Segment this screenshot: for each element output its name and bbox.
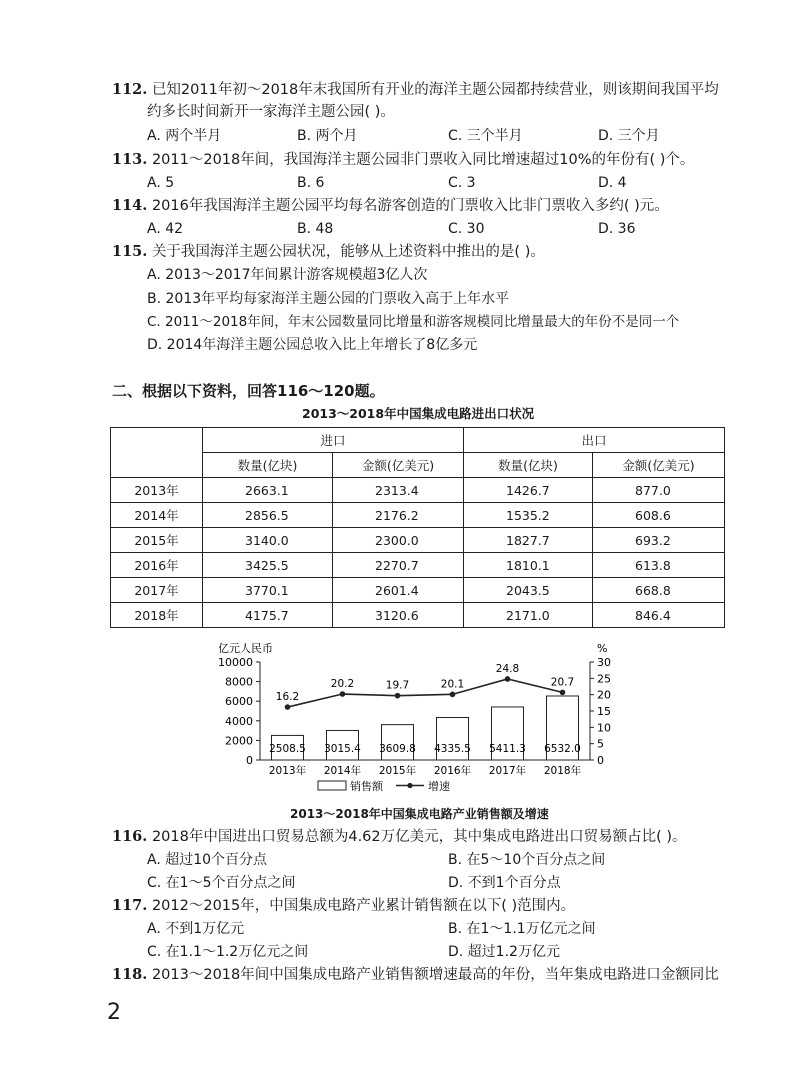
option-b[interactable]: B. 两个月 <box>297 128 358 144</box>
table-cell: 1810.1 <box>464 553 593 578</box>
column-header: 数量(亿块) <box>464 453 593 478</box>
x-tick-label: 2018年 <box>543 765 582 777</box>
growth-line <box>288 679 563 707</box>
growth-label: 24.8 <box>495 662 520 675</box>
legend-bar-swatch <box>318 781 346 790</box>
question-118 <box>112 965 719 985</box>
option-d[interactable]: D. 超过1.2万亿元 <box>448 944 560 960</box>
table-group-header-row <box>111 428 725 453</box>
y-tick-left-label: 0 <box>246 754 253 767</box>
row-year: 2014年 <box>111 503 203 528</box>
sales-bar-label: 3015.4 <box>324 743 361 755</box>
column-header: 金额(亿美元) <box>593 453 725 478</box>
y-tick-right-label: 5 <box>597 737 604 751</box>
question-114 <box>112 196 669 216</box>
import-header: 进口 <box>203 428 464 453</box>
question-text: 关于我国海洋主题公园状况，能够从上述资料中推出的是( )。 <box>151 244 545 260</box>
y-tick-left-label: 6000 <box>225 695 253 709</box>
y-tick-left-label: 8000 <box>225 675 253 689</box>
option-c[interactable]: C. 3 <box>448 175 476 191</box>
option-b[interactable]: B. 在1～1.1万亿元之间 <box>448 921 596 937</box>
table-cell: 1827.7 <box>464 528 593 553</box>
table-cell: 2300.0 <box>333 528 464 553</box>
option-a[interactable]: A. 2013～2017年间累计游客规模超3亿人次 <box>147 267 428 283</box>
option-d[interactable]: D. 36 <box>598 221 636 237</box>
option-a[interactable]: A. 不到1万亿元 <box>147 921 245 937</box>
table-caption: 2013～2018年中国集成电路进出口状况 <box>302 406 535 421</box>
row-year: 2017年 <box>111 578 203 603</box>
growth-label: 20.2 <box>330 678 355 691</box>
question-number: 114. <box>112 197 148 214</box>
x-tick-label: 2013年 <box>268 765 307 777</box>
option-c[interactable]: C. 30 <box>448 221 485 237</box>
table-cell: 3770.1 <box>203 578 333 603</box>
option-a[interactable]: A. 两个半月 <box>147 128 222 144</box>
question-text: 2013～2018年间中国集成电路产业销售额增速最高的年份，当年集成电路进口金额同比 <box>151 967 719 983</box>
option-d[interactable]: D. 不到1个百分点 <box>448 875 561 891</box>
growth-point <box>285 704 291 710</box>
table-cell: 2601.4 <box>333 578 464 603</box>
option-c[interactable]: C. 2011～2018年间，年末公园数量同比增量和游客规模同比增量最大的年份不是同一个 <box>147 314 680 330</box>
question-number: 116. <box>112 828 148 845</box>
sales-bar-label: 3609.8 <box>379 743 416 755</box>
y-axis-left-label: 亿元人民币 <box>218 642 273 655</box>
option-d[interactable]: D. 2014年海洋主题公园总收入比上年增长了8亿多元 <box>147 337 478 353</box>
table-cell: 877.0 <box>593 478 725 503</box>
table-row <box>111 553 725 578</box>
table-row <box>111 528 725 553</box>
table-cell: 846.4 <box>593 603 725 628</box>
table-cell: 2313.4 <box>333 478 464 503</box>
question-text-continued: 约多长时间新开一家海洋主题公园( )。 <box>147 104 395 120</box>
y-tick-right-label: 30 <box>597 656 611 669</box>
row-year: 2015年 <box>111 528 203 553</box>
table-cell: 3425.5 <box>203 553 333 578</box>
import-export-table <box>110 427 725 628</box>
option-b[interactable]: B. 6 <box>297 175 325 191</box>
question-number: 117. <box>112 897 148 914</box>
growth-label: 19.7 <box>385 679 410 692</box>
y-tick-right-label: 10 <box>597 721 611 735</box>
option-b[interactable]: B. 48 <box>297 221 334 237</box>
table-cell: 2270.7 <box>333 553 464 578</box>
table-cell: 3120.6 <box>333 603 464 628</box>
question-text: 2011～2018年间，我国海洋主题公园非门票收入同比增速超过10%的年份有( )个。 <box>151 152 695 168</box>
option-d[interactable]: D. 三个月 <box>598 128 660 144</box>
export-header: 出口 <box>464 428 725 453</box>
section-title: 二、根据以下资料，回答116～120题。 <box>112 382 385 400</box>
question-text: 2016年我国海洋主题公园平均每名游客创造的门票收入比非门票收入多约( )元。 <box>151 198 669 214</box>
row-year: 2013年 <box>111 478 203 503</box>
legend-growth-label: 增速 <box>428 780 450 793</box>
option-b[interactable]: B. 在5～10个百分点之间 <box>448 852 606 868</box>
chart-title: 2013～2018年中国集成电路产业销售额及增速 <box>290 807 549 821</box>
table-cell: 1426.7 <box>464 478 593 503</box>
x-tick-label: 2016年 <box>433 765 472 777</box>
table-corner-cell <box>111 428 203 478</box>
table-cell: 1535.2 <box>464 503 593 528</box>
sales-bar-label: 6532.0 <box>544 743 581 755</box>
y-tick-right-label: 0 <box>597 754 604 767</box>
legend-sales-label: 销售额 <box>350 780 383 793</box>
growth-point <box>450 692 456 698</box>
table-cell: 2663.1 <box>203 478 333 503</box>
y-tick-right-label: 20 <box>597 688 611 702</box>
table-column-header-row <box>111 453 725 478</box>
sales-bar-label: 4335.5 <box>434 743 471 755</box>
page-number: 2 <box>107 1000 121 1025</box>
sales-bar-label: 2508.5 <box>269 743 306 755</box>
question-text: 2012～2015年，中国集成电路产业累计销售额在以下( )范围内。 <box>151 898 576 914</box>
table-row <box>111 478 725 503</box>
y-tick-right-label: 15 <box>597 705 611 718</box>
table-cell: 2043.5 <box>464 578 593 603</box>
growth-label: 20.1 <box>440 678 465 691</box>
table-cell: 2176.2 <box>333 503 464 528</box>
table-cell: 2856.5 <box>203 503 333 528</box>
option-b[interactable]: B. 2013年平均每家海洋主题公园的门票收入高于上年水平 <box>147 291 510 307</box>
option-c[interactable]: C. 在1～5个百分点之间 <box>147 875 296 891</box>
option-d[interactable]: D. 4 <box>598 175 627 191</box>
question-number: 118. <box>112 966 148 983</box>
question-116 <box>112 827 687 847</box>
question-115 <box>112 242 545 262</box>
x-tick-label: 2017年 <box>488 765 527 777</box>
column-header: 数量(亿块) <box>203 453 333 478</box>
growth-point <box>395 693 401 699</box>
sales-bar-label: 5411.3 <box>489 743 526 755</box>
y-tick-left-label: 2000 <box>225 734 253 748</box>
growth-point <box>505 676 511 682</box>
x-tick-label: 2015年 <box>378 765 417 777</box>
table-cell: 668.8 <box>593 578 725 603</box>
y-tick-right-label: 25 <box>597 672 611 686</box>
option-a[interactable]: A. 超过10个百分点 <box>147 852 268 868</box>
y-tick-left-label: 10000 <box>218 656 253 669</box>
table-cell: 4175.7 <box>203 603 333 628</box>
table-row <box>111 603 725 628</box>
growth-label: 16.2 <box>275 691 300 704</box>
question-text: 已知2011年初～2018年末我国所有开业的海洋主题公园都持续营业，则该期间我国平均 <box>151 82 719 98</box>
growth-point <box>340 691 346 697</box>
option-c[interactable]: C. 三个半月 <box>448 128 523 144</box>
table-row <box>111 578 725 603</box>
sales-growth-chart <box>200 640 620 802</box>
table-cell: 3140.0 <box>203 528 333 553</box>
option-c[interactable]: C. 在1.1～1.2万亿元之间 <box>147 944 309 960</box>
question-113 <box>112 150 694 170</box>
question-112 <box>112 80 719 100</box>
question-text: 2018年中国进出口贸易总额为4.62万亿美元，其中集成电路进出口贸易额占比( )。 <box>151 829 687 845</box>
growth-point <box>560 690 566 696</box>
x-tick-label: 2014年 <box>323 765 362 777</box>
question-number: 115. <box>112 243 148 260</box>
row-year: 2018年 <box>111 603 203 628</box>
legend-line-marker <box>407 783 412 788</box>
option-a[interactable]: A. 42 <box>147 221 184 237</box>
question-117 <box>112 896 575 916</box>
question-number: 112. <box>112 81 148 98</box>
row-year: 2016年 <box>111 553 203 578</box>
y-axis-right-label: % <box>597 642 608 655</box>
y-tick-left-label: 4000 <box>225 714 253 728</box>
table-cell: 608.6 <box>593 503 725 528</box>
table-row <box>111 503 725 528</box>
table-cell: 693.2 <box>593 528 725 553</box>
table-cell: 2171.0 <box>464 603 593 628</box>
question-number: 113. <box>112 151 148 168</box>
option-a[interactable]: A. 5 <box>147 175 175 191</box>
growth-label: 20.7 <box>550 676 575 689</box>
column-header: 金额(亿美元) <box>333 453 464 478</box>
table-cell: 613.8 <box>593 553 725 578</box>
